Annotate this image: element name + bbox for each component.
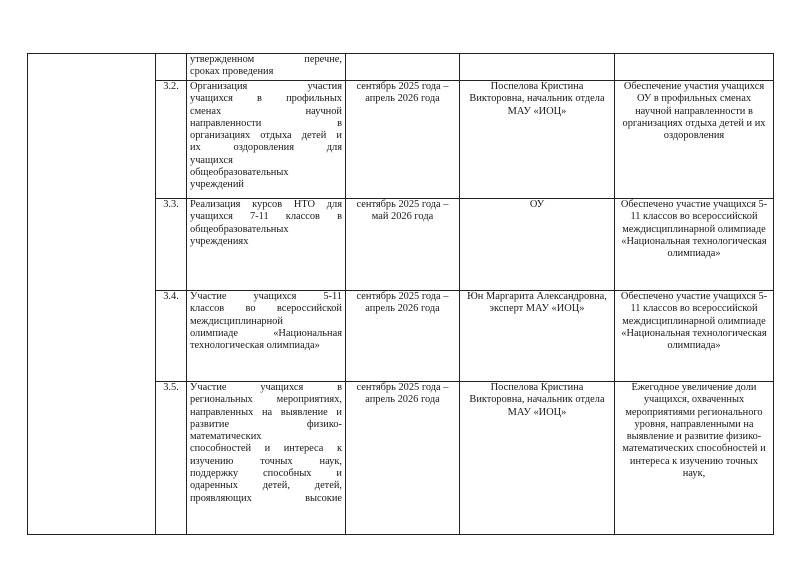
- activity-line: их оздоровления для: [190, 142, 342, 154]
- responsible-cell: Поспелова Кристина Викторовна, начальник отдела МАУ «ИОЦ»: [460, 382, 615, 535]
- activity-line: региональных мероприятиях,: [190, 394, 342, 406]
- activity-line: направленности в: [190, 117, 342, 129]
- period-cell: [346, 54, 460, 81]
- period-cell: сентябрь 2025 года – апрель 2026 года: [346, 81, 460, 199]
- activity-line: Участие учащихся в: [190, 382, 342, 393]
- activity-line: технологическая олимпиада»: [190, 340, 320, 352]
- activity-line: учащихся 7-11 классов в: [190, 211, 342, 223]
- activity-line: Участие учащихся 5-11: [190, 291, 342, 302]
- activity-line: изучению точных наук,: [190, 455, 342, 467]
- period-cell: сентябрь 2025 года – апрель 2026 года: [346, 382, 460, 535]
- activity-line: направленных на выявление и: [190, 406, 342, 418]
- activity-line: учащихся в профильных: [190, 93, 342, 105]
- activity-line: одаренных детей, детей,: [190, 480, 342, 492]
- responsible-cell: ОУ: [460, 199, 615, 291]
- result-cell: [615, 54, 774, 81]
- result-cell: Обеспечение участия учащихся ОУ в профильных сменах научной направленности в организациях отдыха детей и их оздоровления: [615, 81, 774, 199]
- activity-line: поддержку способных и: [190, 468, 342, 480]
- item-number: [156, 54, 187, 81]
- activity-line: организациях отдыха детей и: [190, 130, 342, 142]
- activity-line: способностей и интереса к: [190, 443, 342, 455]
- merged-section-cell: [28, 54, 156, 535]
- activity-cell: [187, 199, 346, 291]
- activity-line: учреждений: [190, 179, 244, 191]
- activity-line: сроках проведения: [190, 66, 274, 78]
- activity-line: утвержденном перечне,: [190, 54, 342, 65]
- result-cell: Ежегодное увеличение доли учащихся, охваченных мероприятиями регионального уровня, направленными на выявление и развитие физико-математических способностей и интереса к изучению точных наук,: [615, 382, 774, 535]
- activity-line: общеобразовательных: [190, 167, 289, 179]
- activity-line: учреждениях: [190, 235, 249, 247]
- item-number: 3.2.: [156, 81, 187, 199]
- table-row: [28, 54, 774, 81]
- period-cell: сентябрь 2025 года – апрель 2026 года: [346, 291, 460, 382]
- responsible-cell: [460, 54, 615, 81]
- result-cell: Обеспечено участие учащихся 5-11 классов во всероссийской междисциплинарной олимпиаде «Национальная технологическая олимпиада»: [615, 291, 774, 382]
- period-cell: сентябрь 2025 года – май 2026 года: [346, 199, 460, 291]
- activity-line: математических: [190, 431, 262, 443]
- activity-line: классов во всероссийской: [190, 303, 342, 315]
- activity-cell: [187, 81, 346, 199]
- activity-line: Реализация курсов НТО для: [190, 199, 342, 210]
- responsible-cell: Юн Маргарита Александровна, эксперт МАУ «ИОЦ»: [460, 291, 615, 382]
- activity-line: развитие физико-: [190, 418, 342, 430]
- activity-line: проявляющих высокие: [190, 492, 342, 504]
- activity-line: олимпиаде «Национальная: [190, 327, 342, 339]
- plan-table: [27, 53, 774, 535]
- activity-cell: [187, 54, 346, 81]
- activity-line: общеобразовательных: [190, 223, 289, 235]
- activity-line: сменах научной: [190, 105, 342, 117]
- activity-line: Организация участия: [190, 81, 342, 92]
- item-number: 3.3.: [156, 199, 187, 291]
- activity-cell: [187, 382, 346, 535]
- activity-line: междисциплинарной: [190, 315, 283, 327]
- activity-cell: [187, 291, 346, 382]
- activity-line: учащихся: [190, 154, 233, 166]
- item-number: 3.4.: [156, 291, 187, 382]
- item-number: 3.5.: [156, 382, 187, 535]
- responsible-cell: Поспелова Кристина Викторовна, начальник отдела МАУ «ИОЦ»: [460, 81, 615, 199]
- result-cell: Обеспечено участие учащихся 5-11 классов во всероссийской междисциплинарной олимпиаде «Национальная технологическая олимпиада»: [615, 199, 774, 291]
